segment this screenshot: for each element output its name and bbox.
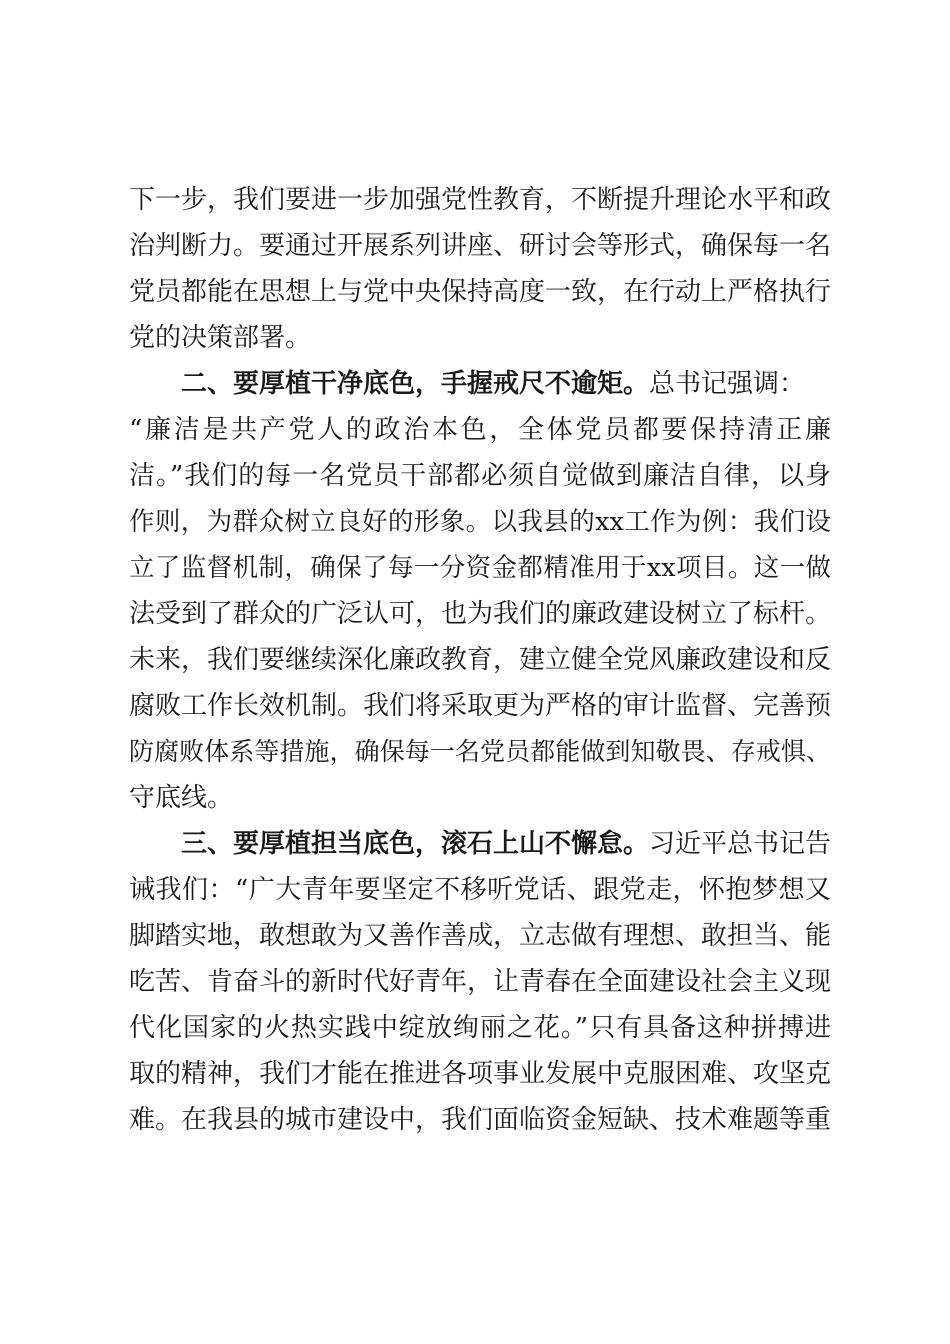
text-line: 腐败工作长效机制。我们将采取更为严格的审计监督、完善预 bbox=[129, 691, 832, 721]
heading-followup-text: 总书记强调： bbox=[649, 369, 806, 399]
text-line: 法受到了群众的广泛认可，也为我们的廉政建设树立了标杆。 bbox=[129, 599, 832, 629]
text-line: 守底线。 bbox=[129, 783, 234, 813]
text-line: 未来，我们要继续深化廉政教育，建立健全党风廉政建设和反 bbox=[129, 645, 832, 675]
text-line: 洁。”我们的每一名党员干部都必须自觉做到廉洁自律，以身 bbox=[129, 461, 831, 491]
section-heading: 二、要厚植干净底色，手握戒尺不逾矩。 bbox=[181, 369, 650, 399]
text-line: 诫我们：“广大青年要坚定不移听党话、跟党走，怀抱梦想又 bbox=[129, 875, 831, 905]
text-line: 难。在我县的城市建设中，我们面临资金短缺、技术难题等重 bbox=[129, 1105, 832, 1135]
text-line: 取的精神，我们才能在推进各项事业发展中克服困难、攻坚克 bbox=[129, 1059, 832, 1089]
paragraph-first-line bbox=[181, 361, 831, 407]
text-line: 代化国家的火热实践中绽放绚丽之花。”只有具备这种拼搏进 bbox=[129, 1013, 831, 1043]
text-line: 防腐败体系等措施，确保每一名党员都能做到知敬畏、存戒惧、 bbox=[129, 737, 831, 766]
text-line: 治判断力。要通过开展系列讲座、研讨会等形式，确保每一名 bbox=[129, 231, 832, 261]
text-line: 下一步，我们要进一步加强党性教育，不断提升理论水平和政 bbox=[129, 185, 832, 215]
text-line: 吃苦、肯奋斗的新时代好青年，让青春在全面建设社会主义现 bbox=[129, 967, 832, 997]
text-line: 党的决策部署。 bbox=[129, 323, 312, 353]
text-line: 作则，为群众树立良好的形象。以我县的xx工作为例：我们设 bbox=[129, 507, 831, 537]
heading-followup-text: 习近平总书记告 bbox=[649, 829, 832, 859]
text-line: 脚踏实地，敢想敢为又善作善成，立志做有理想、敢担当、能 bbox=[129, 921, 832, 951]
text-line: 立了监督机制，确保了每一分资金都精准用于xx项目。这一做 bbox=[129, 553, 831, 583]
paragraph-first-line bbox=[181, 821, 831, 867]
section-heading: 三、要厚植担当底色，滚石上山不懈怠。 bbox=[181, 829, 650, 859]
text-line: 党员都能在思想上与党中央保持高度一致，在行动上严格执行 bbox=[129, 277, 832, 307]
text-line: “廉洁是共产党人的政治本色，全体党员都要保持清正廉 bbox=[129, 415, 831, 445]
